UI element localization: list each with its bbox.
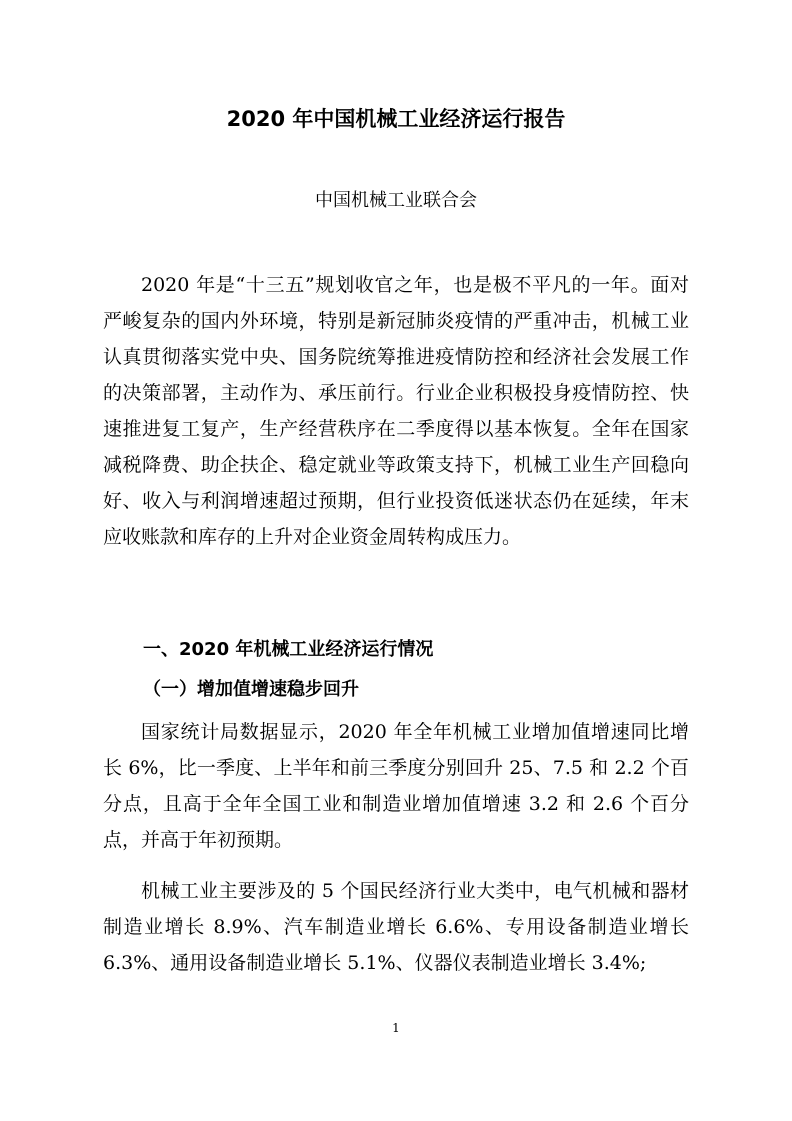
section-heading: 一、2020 年机械工业经济运行情况	[143, 639, 434, 660]
paragraph-industries: 机械工业主要涉及的 5 个国民经济行业大类中，电气机械和器材制造业增长 8.9%、汽车制造业增长 6.6%、专用设备制造业增长 6.3%、通用设备制造业增长 5.1%、仪器仪表制造业增长 3.4%;	[103, 880, 689, 974]
paragraph-value-added: 国家统计局数据显示，2020 年全年机械工业增加值增速同比增长 6%，比一季度、上半年和前三季度分别回升 25、7.5 和 2.2 个百分点，且高于全年全国工业和制造业增加值增速 3.2 和 2.6 个百分点，并高于年初预期。	[103, 721, 689, 851]
document-author: 中国机械工业联合会	[315, 190, 477, 211]
page-number: 1	[392, 1021, 400, 1035]
document-title: 2020 年中国机械工业经济运行报告	[226, 107, 566, 131]
paragraph-intro: 2020 年是“十三五”规划收官之年，也是极不平凡的一年。面对严峻复杂的国内外环境，特别是新冠肺炎疫情的严重冲击，机械工业认真贯彻落实党中央、国务院统筹推进疫情防控和经济社会发展工作的决策部署，主动作为、承压前行。行业企业积极投身疫情防控、快速推进复工复产，生产经营秩序在二季度得以基本恢复。全年在国家减税降费、助企扶企、稳定就业等政策支持下，机械工业生产回稳向好、收入与利润增速超过预期，但行业投资低迷状态仍在延续，年末应收账款和库存的上升对企业资金周转构成压力。	[103, 274, 689, 548]
subsection-heading: （一）增加值增速稳步回升	[143, 679, 359, 700]
